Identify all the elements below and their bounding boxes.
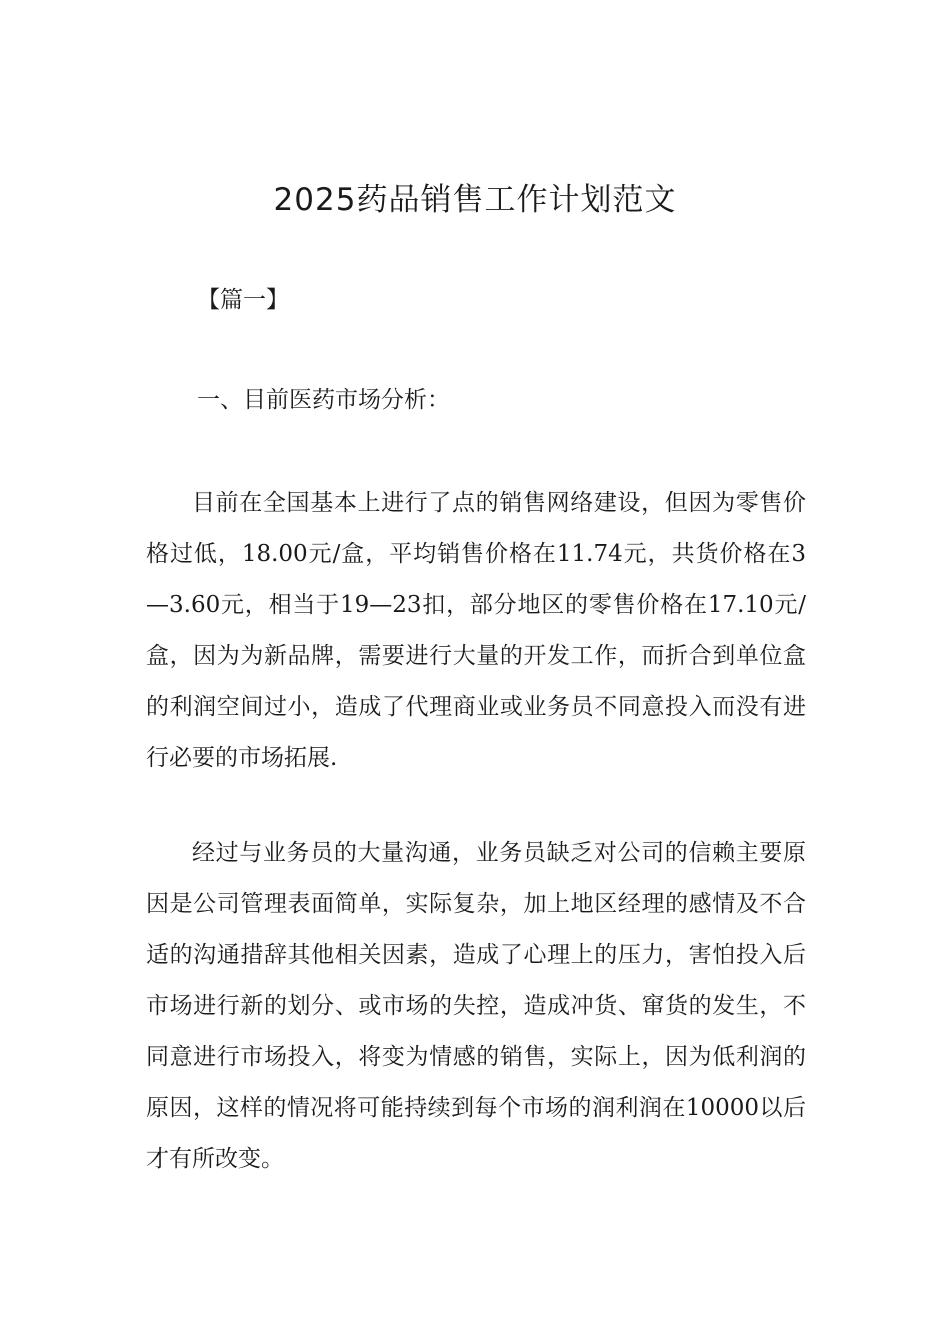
section-label: 【篇一】 [197,287,289,313]
section-heading: 一、目前医药市场分析： [197,387,450,413]
paragraph-salesperson-trust: 经过与业务员的大量沟通，业务员缺乏对公司的信赖主要原因是公司管理表面简单，实际复杂，加上地区经理的感情及不合适的沟通措辞其他相关因素，造成了心理上的压力，害怕投入后市场进行新的划分、或市场的失控，造成冲货、窜货的发生，不同意进行市场投入，将变为情感的销售，实际上，因为低利润的原因，这样的情况将可能持续到每个市场的润利润在10000以后才有所改变。 [146,840,806,1172]
paragraph-market-network: 目前在全国基本上进行了点的销售网络建设，但因为零售价格过低，18.00元/盒，平均销售价格在11.74元，共货价格在3—3.60元，相当于19—23扣，部分地区的零售价格在17.10元/盒，因为为新品牌，需要进行大量的开发工作，而折合到单位盒的利润空间过小，造成了代理商业或业务员不同意投入而没有进行必要的市场拓展. [146,490,806,771]
document-title: 2025药品销售工作计划范文 [273,182,677,218]
